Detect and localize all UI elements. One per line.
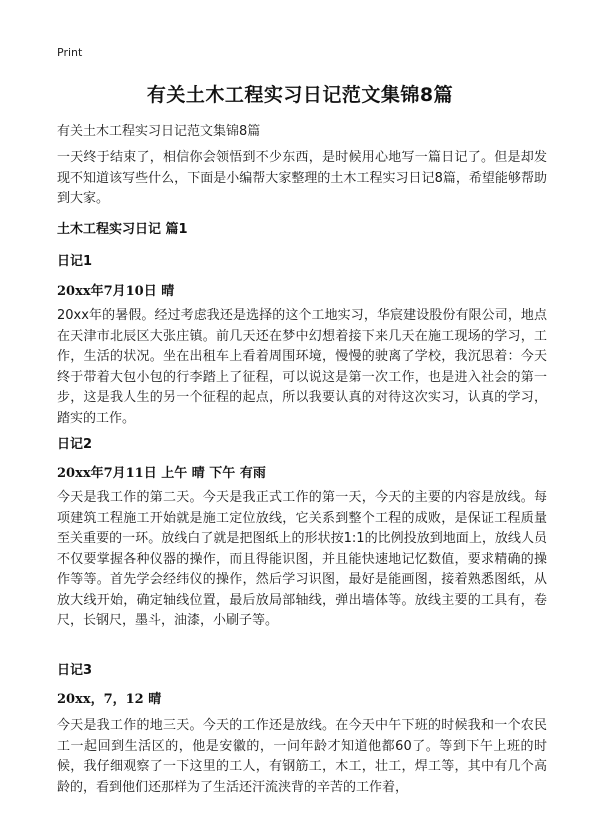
entry-2-date: 20xx年7月11日 上午 晴 下午 有雨 bbox=[57, 466, 266, 481]
entry-2-body: 今天是我工作的第二天。今天是我正式工作的第一天，今天的主要的内容是放线。每项建筑工程施工开始就是施工定位放线，它关系到整个工程的成败，是保证工程质量至关重要的一环。放线白了就是把图纸上的形状按1:1的比例投放到地面上，放线人员不仅要掌握各种仪器的操作，而且得能识图，并且能快速地记忆数值，要求精确的操作等等。首先学会经纬仪的操作，然后学习识图，最好是能画图，接着熟悉图纸，从放大线开始，确定轴线位置，最后放局部轴线，弹出墙体等。放线主要的工具有，卷尺，长钢尺，墨斗，油漆，小刷子等。 bbox=[57, 490, 547, 628]
entry-2-label: 日记2 bbox=[57, 437, 93, 452]
entry-1-body: 20xx年的暑假。经过考虑我还是选择的这个工地实习，华宸建设股份有限公司，地点在天津市北辰区大张庄镇。前几天还在梦中幻想着接下来几天在施工现场的学习，工作，生活的状况。坐在出租车上看着周围环境，慢慢的驶离了学校，我沉思着：今天终于带着大包小包的行李踏上了征程，可以说这是第一次工作，也是进入社会的第一步，这是我人生的另一个征程的起点，所以我要认真的对待这次实习，认真的学习，踏实的工作。 bbox=[57, 308, 547, 426]
print-label[interactable]: Print bbox=[57, 46, 83, 59]
section-heading: 土木工程实习日记 篇1 bbox=[57, 222, 188, 237]
subtitle: 有关土木工程实习日记范文集锦8篇 bbox=[57, 124, 261, 139]
entry-3-date: 20xx，7，12 晴 bbox=[57, 692, 162, 707]
entry-1-label: 日记1 bbox=[57, 254, 93, 269]
entry-1-date: 20xx年7月10日 晴 bbox=[57, 284, 175, 299]
page-title: 有关土木工程实习日记范文集锦8篇 bbox=[146, 84, 454, 106]
entry-3-label: 日记3 bbox=[57, 663, 93, 678]
entry-3-body: 今天是我工作的地三天。今天的工作还是放线。在今天中午下班的时候我和一个农民工一起回到生活区的，他是安徽的，一问年龄才知道他都60了。等到下午上班的时候，我仔细观察了一下这里的工人，有钢筋工，木工，壮工，焊工等，其中有几个高龄的，看到他们还那样为了生活还汗流浃背的辛苦的工作着， bbox=[57, 718, 547, 795]
intro-paragraph: 一天终于结束了，相信你会领悟到不少东西，是时候用心地写一篇日记了。但是却发现不知道该写些什么，下面是小编帮大家整理的土木工程实习日记8篇，希望能够帮助到大家。 bbox=[57, 150, 547, 206]
